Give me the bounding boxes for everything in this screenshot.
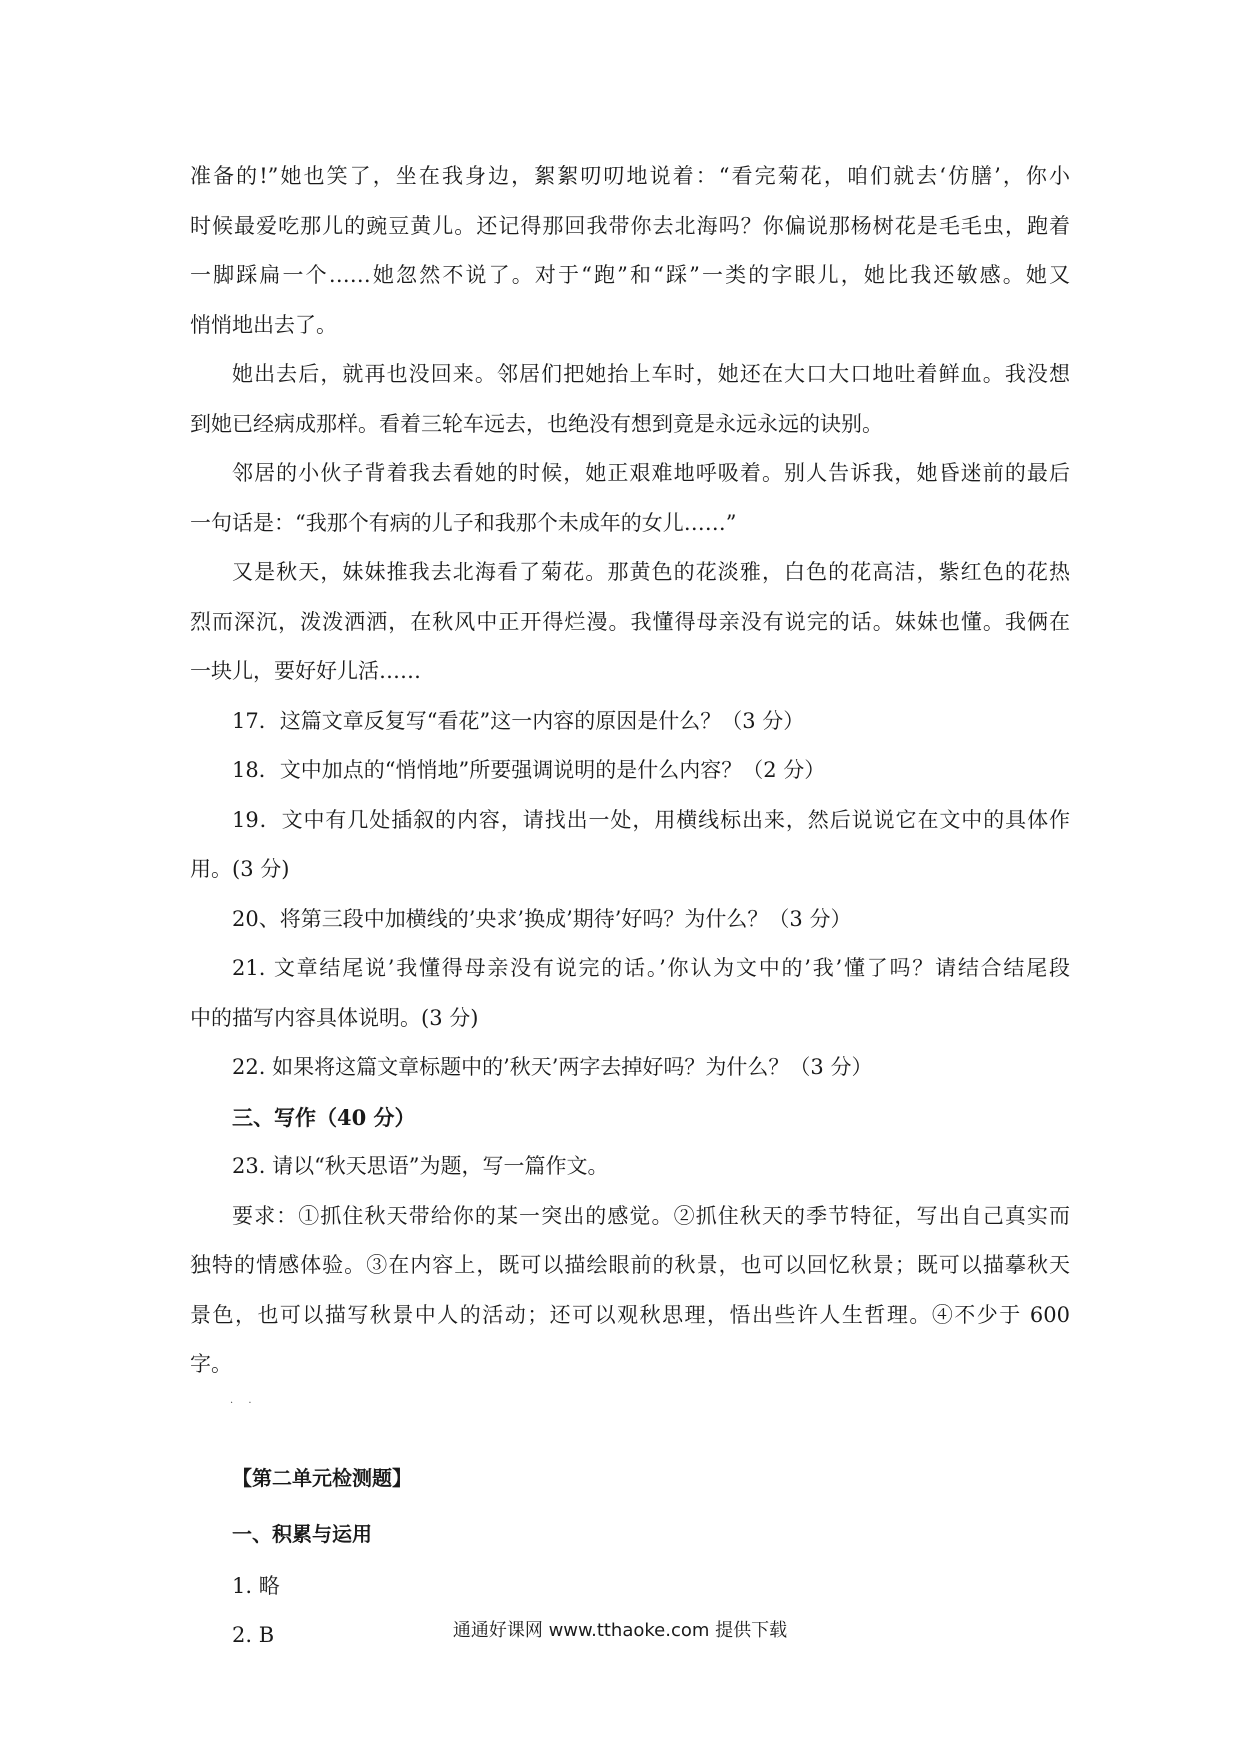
- footer-watermark: 通通好课网 www.tthaoke.com 提供下载: [452, 1620, 788, 1641]
- question-19: 19．文中有几处插叙的内容，请找出一处，用横线标出来，然后说说它在文中的具体作: [232, 807, 1070, 832]
- question-21-cont: 中的描写内容具体说明。(3 分): [190, 1005, 479, 1030]
- scan-artifact: · ·: [230, 1398, 258, 1409]
- requirements-line: 景色，也可以描写秋景中人的活动；还可以观秋思理，悟出些许人生哲理。④不少于 600: [190, 1302, 1070, 1327]
- paragraph-line: 一脚踩扁一个……她忽然不说了。对于“跑”和“踩”一类的字眼儿，她比我还敏感。她又: [190, 263, 1070, 287]
- question-17: 17．这篇文章反复写“看花”这一内容的原因是什么？（3 分）: [232, 708, 805, 733]
- question-18: 18．文中加点的“悄悄地”所要强调说明的是什么内容？（2 分）: [232, 758, 826, 782]
- section-subtitle: 一、积累与运用: [232, 1521, 372, 1546]
- unit-test-title: 【第二单元检测题】: [232, 1465, 412, 1490]
- question-22: 22. 如果将这篇文章标题中的’秋天’两字去掉好吗？为什么？（3 分）: [232, 1055, 873, 1079]
- requirements-line: 独特的情感体验。③在内容上，既可以描绘眼前的秋景，也可以回忆秋景；既可以描摹秋天: [190, 1253, 1070, 1277]
- paragraph-line: 烈而深沉，泼泼洒洒，在秋风中正开得烂漫。我懂得母亲没有说完的话。妹妹也懂。我俩在: [190, 609, 1070, 634]
- paragraph-line: 悄悄地出去了。: [190, 312, 337, 337]
- answer-item: 1. 略: [232, 1573, 280, 1598]
- spacer: [190, 1390, 1070, 1450]
- paragraph-line: 她出去后，就再也没回来。邻居们把她抬上车时，她还在大口大口地吐着鲜血。我没想: [232, 362, 1070, 386]
- paragraph-line: 准备的!”她也笑了，坐在我身边，絮絮叨叨地说着：“看完菊花，咱们就去‘仿膳’，你小: [190, 164, 1070, 188]
- answer-item: 2. B: [232, 1623, 275, 1647]
- requirements-line: 字。: [190, 1352, 232, 1376]
- question-23: 23. 请以“秋天思语”为题，写一篇作文。: [232, 1154, 609, 1178]
- question-20: 20、将第三段中加横线的’央求’换成’期待’好吗？为什么？（3 分）: [232, 906, 852, 931]
- question-21: 21. 文章结尾说’我懂得母亲没有说完的话。’你认为文中的’我’懂了吗？请结合结尾段: [232, 956, 1070, 980]
- question-19-cont: 用。(3 分): [190, 857, 290, 881]
- paragraph-line: 时候最爱吃那儿的豌豆黄儿。还记得那回我带你去北海吗？你偏说那杨树花是毛毛虫，跑着: [190, 213, 1070, 238]
- writing-section-heading: 三、写作（40 分）: [232, 1104, 416, 1130]
- requirements-line: 要求：①抓住秋天带给你的某一突出的感觉。②抓住秋天的季节特征，写出自己真实而: [232, 1203, 1070, 1228]
- document-body: [190, 152, 1070, 1661]
- paragraph-line: 一句话是：“我那个有病的儿子和我那个未成年的女儿……”: [190, 510, 737, 535]
- paragraph-line: 到她已经病成那样。看着三轮车远去，也绝没有想到竟是永远永远的诀别。: [190, 411, 883, 436]
- paragraph-line: 一块儿，要好好儿活……: [190, 659, 421, 683]
- paragraph-line: 又是秋天，妹妹推我去北海看了菊花。那黄色的花淡雅，白色的花高洁，紫红色的花热: [232, 560, 1070, 584]
- paragraph-line: 邻居的小伙子背着我去看她的时候，她正艰难地呼吸着。别人告诉我，她昏迷前的最后: [232, 461, 1070, 485]
